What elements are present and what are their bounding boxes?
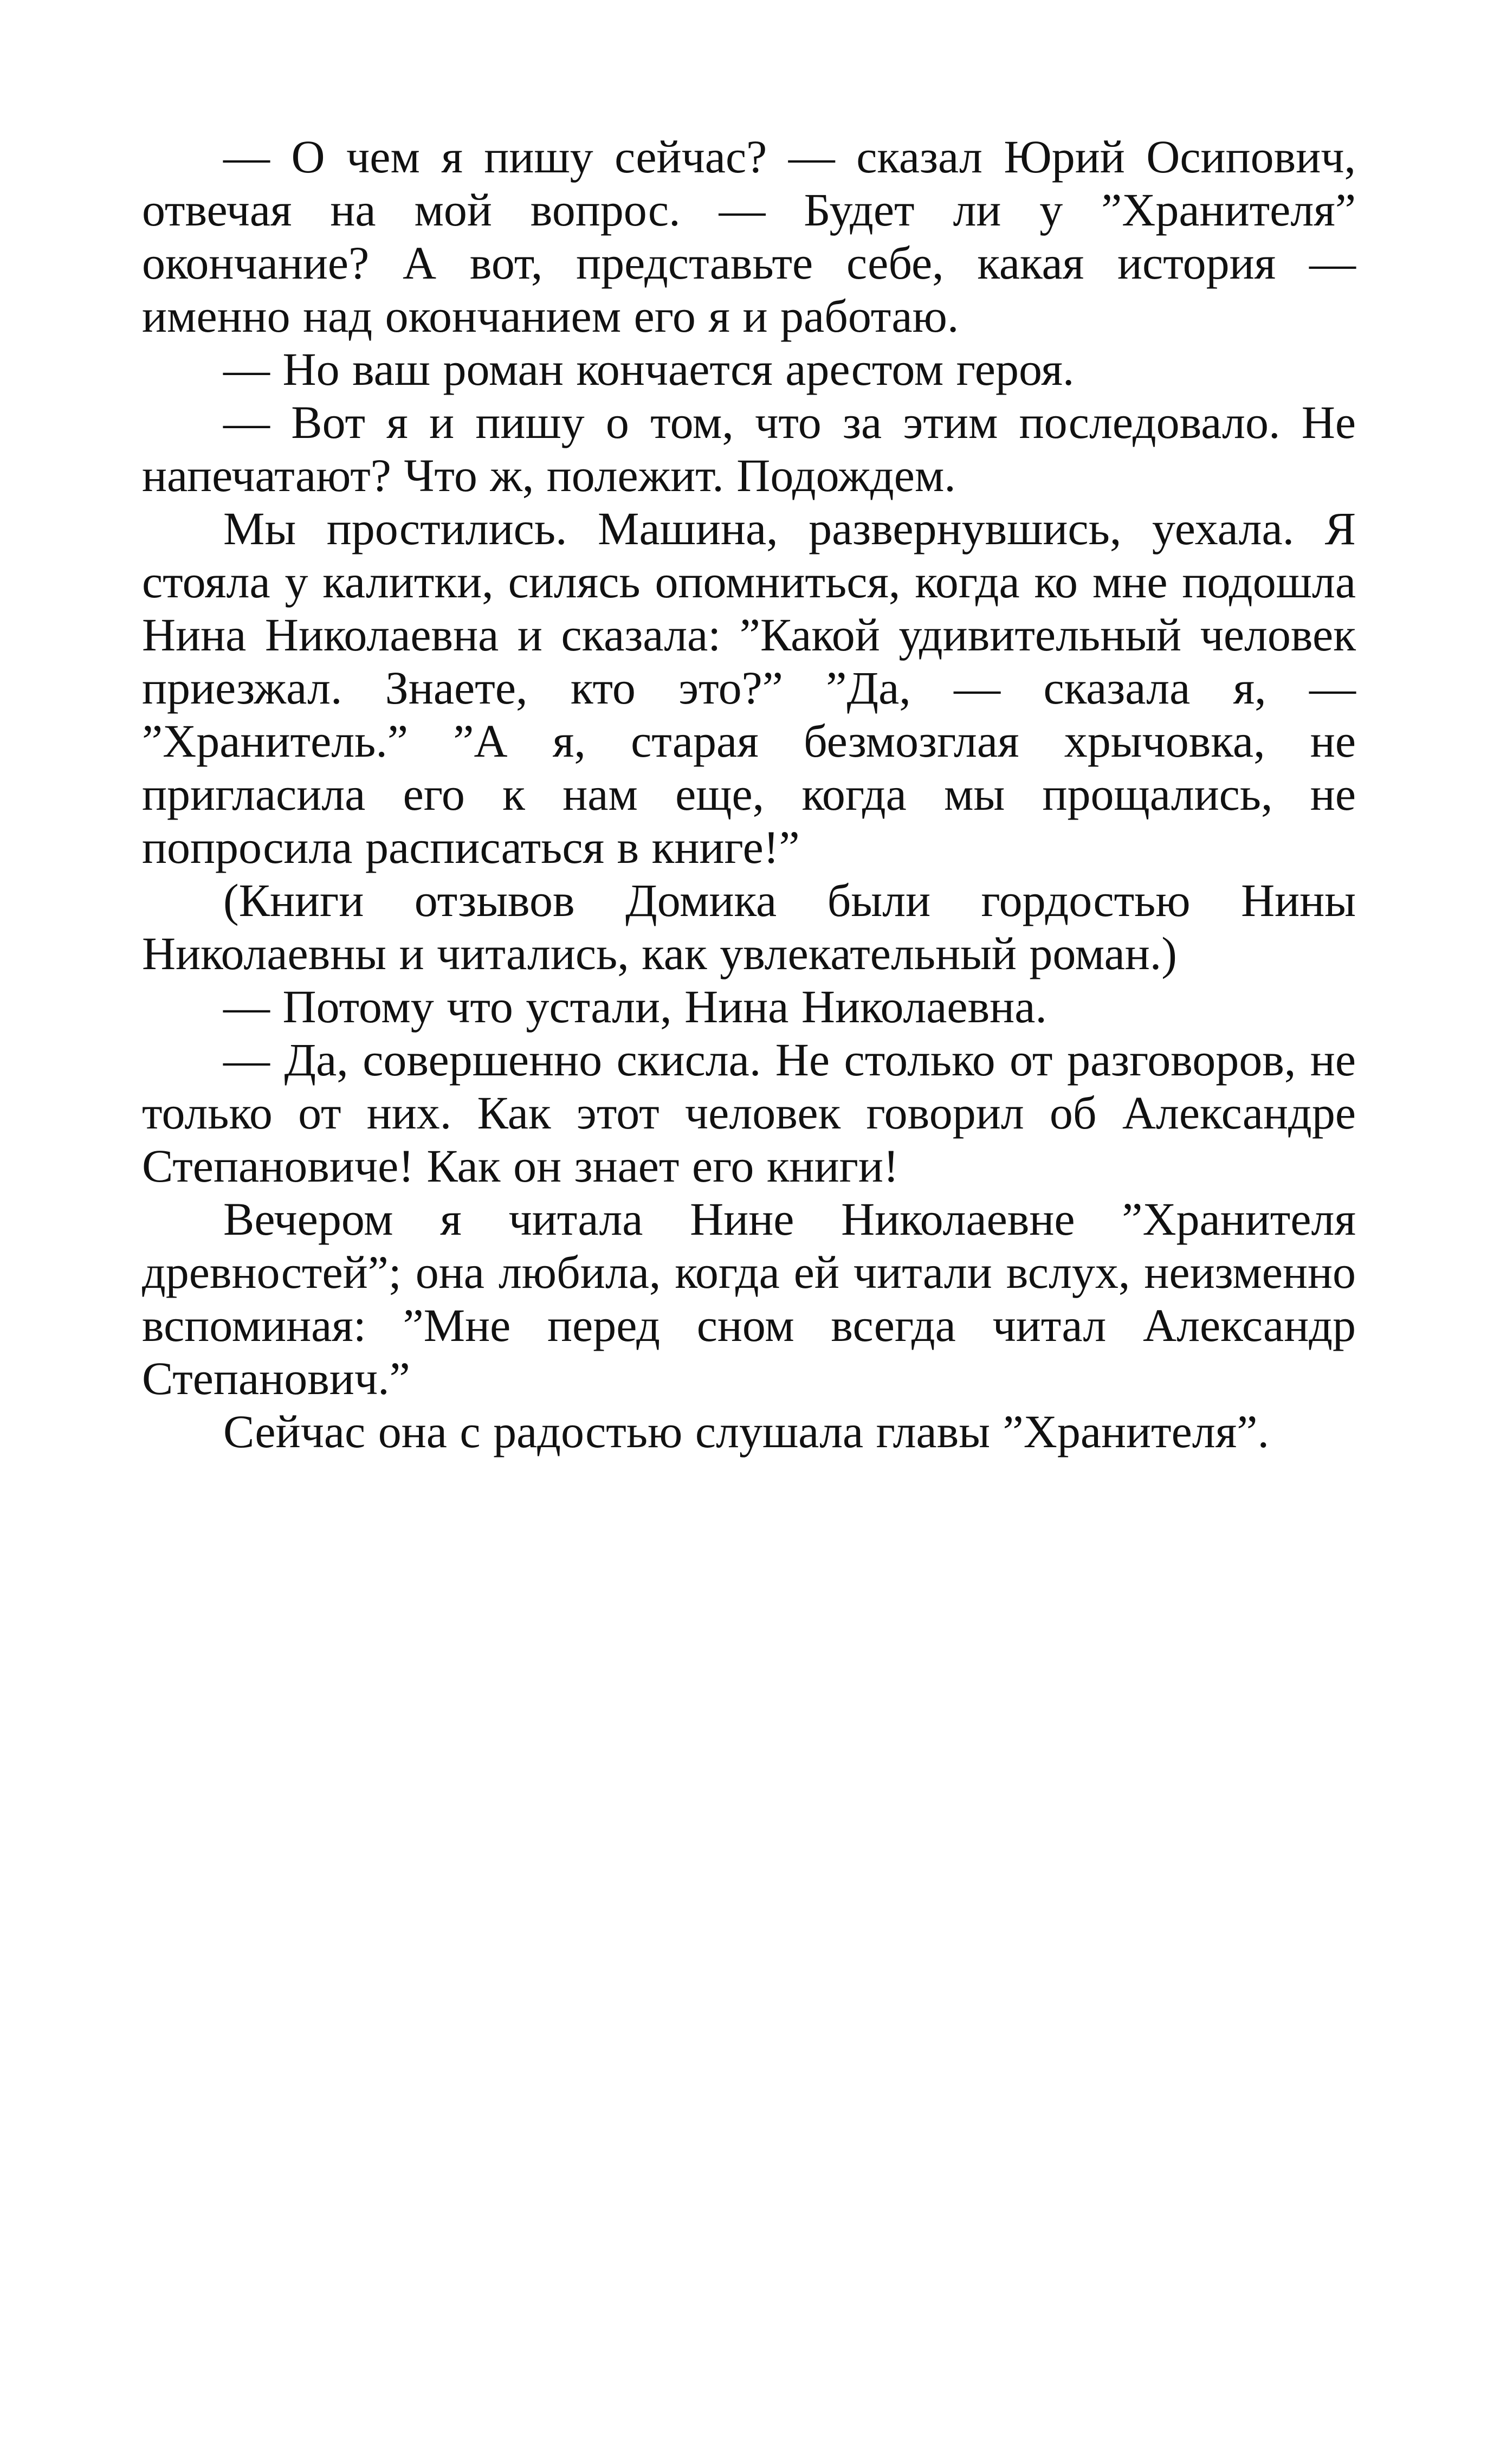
paragraph-9: Сейчас она с радостью слушала главы ”Хранителя”. [223,1405,1269,1457]
body-text [142,130,1356,1458]
paragraph-8: Вечером я читала Нине Николаевне ”Хранителя древностей”; она любила, когда ей читали вслух, неизменно вспоминая: ”Мне перед сном всегда читал Александр Степанович.” [142,1193,1356,1404]
paragraph-4: Мы простились. Машина, развернувшись, уехала. Я стояла у калитки, силясь опомниться, когда ко мне подошла Нина Николаевна и сказала: ”Какой удивительный человек приезжал. Знаете, кто это?” ”Да, — сказала я, — ”Хранитель.” ”А я, старая безмозглая хрычовка, не пригласила его к нам еще, когда мы прощались, не попросила расписаться в книге!” [142,502,1356,873]
paragraph-5: (Книги отзывов Домика были гордостью Нины Николаевны и читались, как увлекательный роман.) [142,874,1356,979]
paragraph-6: — Потому что устали, Нина Николаевна. [223,981,1047,1033]
paragraph-3: — Вот я и пишу о том, что за этим последовало. Не напечатают? Что ж, полежит. Подождем. [142,396,1356,501]
paragraph-2: — Но ваш роман кончается арестом героя. [223,343,1075,395]
paragraph-7: — Да, совершенно скисла. Не столько от разговоров, не только от них. Как этот человек говорил об Александре Степановиче! Как он знает его книги! [142,1034,1356,1192]
paragraph-1: — О чем я пишу сейчас? — сказал Юрий Осипович, отвечая на мой вопрос. — Будет ли у ”Хранителя” окончание? А вот, представьте себе, какая история — именно над окончанием его я и работаю. [142,131,1356,342]
